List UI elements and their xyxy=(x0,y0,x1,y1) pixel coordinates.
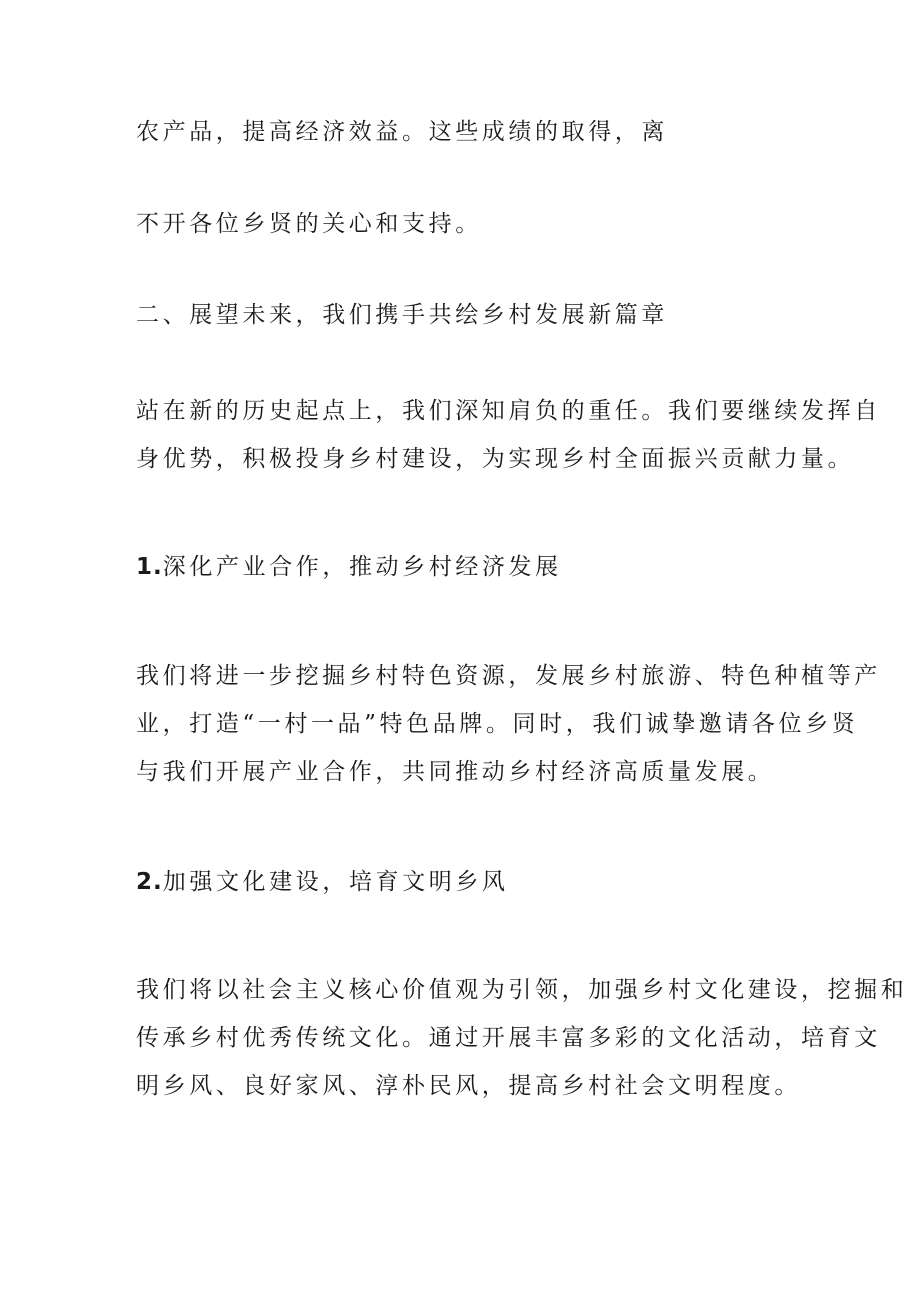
heading-text: 加强文化建设，培育文明乡风 xyxy=(162,869,509,895)
paragraph-line: 业，打造“一村一品”特色品牌。同时，我们诚挚邀请各位乡贤 xyxy=(136,711,859,737)
subsection-heading-1 xyxy=(136,552,562,582)
paragraph-line: 与我们开展产业合作，共同推动乡村经济高质量发展。 xyxy=(136,759,775,785)
paragraph-line: 不开各位乡贤的关心和支持。 xyxy=(136,211,482,237)
heading-text: 深化产业合作，推动乡村经济发展 xyxy=(162,554,562,580)
paragraph-line: 传承乡村优秀传统文化。通过开展丰富多彩的文化活动，培育文 xyxy=(136,1025,881,1051)
section-heading: 二、展望未来，我们携手共绘乡村发展新篇章 xyxy=(136,302,668,328)
paragraph-line: 农产品，提高经济效益。这些成绩的取得，离 xyxy=(136,119,668,145)
paragraph-line: 身优势，积极投身乡村建设，为实现乡村全面振兴贡献力量。 xyxy=(136,446,855,472)
paragraph-line: 我们将以社会主义核心价值观为引领，加强乡村文化建设，挖掘和 xyxy=(136,977,908,1003)
paragraph-line: 站在新的历史起点上，我们深知肩负的重任。我们要继续发挥自 xyxy=(136,398,881,424)
heading-number: 2. xyxy=(136,869,163,895)
subsection-heading-2 xyxy=(136,867,509,897)
heading-number: 1. xyxy=(136,554,163,580)
paragraph-line: 明乡风、良好家风、淳朴民风，提高乡村社会文明程度。 xyxy=(136,1073,801,1099)
paragraph-line: 我们将进一步挖掘乡村特色资源，发展乡村旅游、特色种植等产 xyxy=(136,663,881,689)
